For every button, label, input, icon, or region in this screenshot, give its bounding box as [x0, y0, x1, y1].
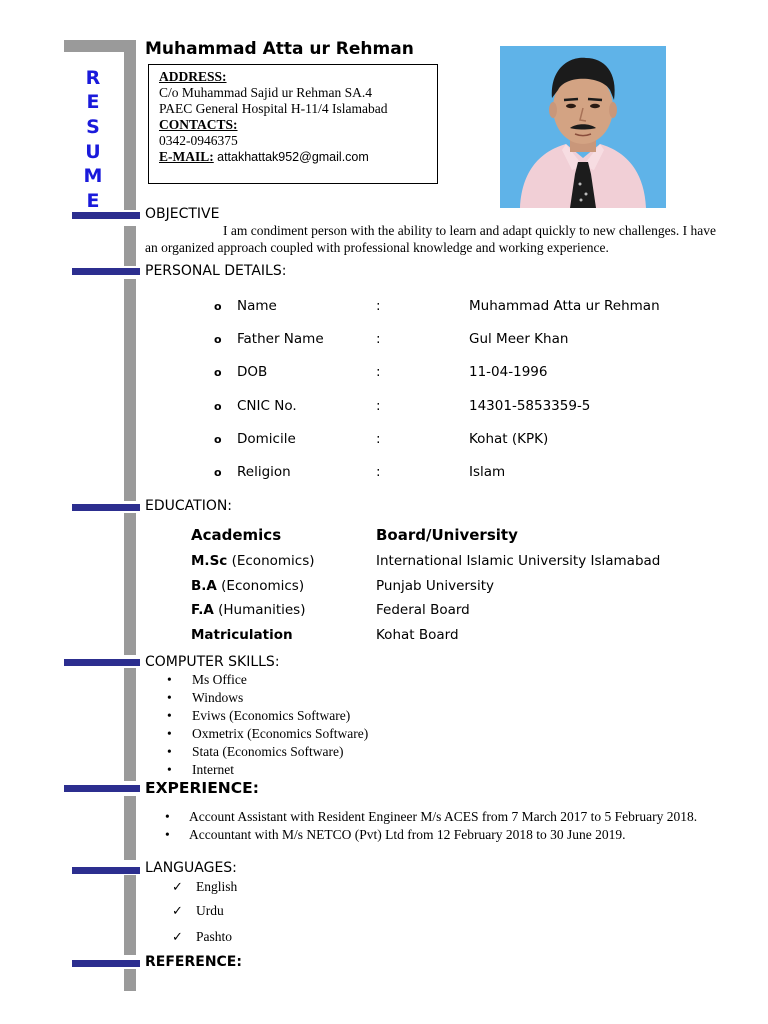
experience-text: Account Assistant with Resident Engineer M/s ACES from 7 March 2017 to 5 February 2018. [189, 809, 698, 824]
detail-label: Religion [237, 464, 291, 480]
bullet-icon: o [214, 466, 222, 479]
degree-name: F.A [191, 602, 214, 618]
degree-name: Matriculation [191, 627, 293, 643]
list-item [167, 689, 368, 707]
email-address: attakhattak952@gmail.com [217, 150, 369, 164]
address-label: ADDRESS: [159, 69, 227, 84]
education-heading: EDUCATION: [145, 498, 233, 514]
detail-separator: : [376, 464, 381, 480]
skill-text: Stata (Economics Software) [192, 744, 344, 759]
detail-label: Domicile [237, 431, 296, 447]
bullet-icon: o [214, 433, 222, 446]
side-gray-bar [124, 513, 136, 655]
reference-heading: REFERENCE: [145, 954, 242, 970]
board-name: Federal Board [376, 602, 470, 618]
bullet-icon: o [214, 333, 222, 346]
resume-banner-letter: U [85, 141, 101, 163]
board-name: International Islamic University Islamabad [376, 553, 661, 569]
list-item [172, 929, 232, 945]
side-gray-bar [124, 40, 136, 210]
phone-number: 0342-0946375 [159, 133, 238, 148]
detail-separator: : [376, 298, 381, 314]
resume-banner-letter: R [85, 67, 101, 89]
section-marker-bar [72, 268, 140, 275]
list-item [167, 671, 368, 689]
languages-heading: LANGUAGES: [145, 860, 237, 876]
detail-label: DOB [237, 364, 268, 380]
education-row [191, 627, 459, 643]
bullet-icon: • [167, 690, 172, 705]
resume-banner-letter: S [86, 116, 100, 138]
language-text: Urdu [196, 903, 224, 918]
profile-photo [500, 46, 666, 208]
detail-separator: : [376, 431, 381, 447]
detail-value: 11-04-1996 [469, 364, 548, 380]
side-gray-bar [124, 796, 136, 860]
resume-banner-letter: M [83, 165, 103, 187]
list-item [167, 743, 368, 761]
list-item [172, 879, 237, 895]
side-gray-bar [124, 969, 136, 991]
education-row [191, 602, 470, 618]
personal-details-heading: PERSONAL DETAILS: [145, 263, 287, 279]
bullet-icon: • [167, 672, 172, 687]
list-item [167, 707, 368, 725]
skill-text: Windows [192, 690, 244, 705]
detail-value: Kohat (KPK) [469, 431, 549, 447]
checkmark-icon: ✓ [172, 930, 183, 945]
side-gray-bar [124, 875, 136, 955]
detail-separator: : [376, 398, 381, 414]
bullet-icon: • [167, 708, 172, 723]
computer-skills-heading: COMPUTER SKILLS: [145, 654, 280, 670]
side-gray-bar [124, 668, 136, 781]
skill-text: Ms Office [192, 672, 247, 687]
bullet-icon: o [214, 400, 222, 413]
contacts-label: CONTACTS: [159, 117, 238, 132]
list-item [167, 725, 368, 743]
list-item [167, 761, 368, 779]
detail-separator: : [376, 364, 381, 380]
skill-text: Eviws (Economics Software) [192, 708, 351, 723]
education-column-board: Board/University [376, 526, 518, 544]
address-line: PAEC General Hospital H-11/4 Islamabad [159, 101, 388, 116]
resume-banner-letter: E [86, 91, 100, 113]
detail-value: Islam [469, 464, 506, 480]
detail-label: Father Name [237, 331, 324, 347]
computer-skills-list [167, 671, 368, 779]
objective-heading: OBJECTIVE [145, 206, 220, 222]
section-marker-bar [72, 504, 140, 511]
board-name: Punjab University [376, 578, 494, 594]
section-marker-bar [64, 659, 140, 666]
detail-value: 14301-5853359-5 [469, 398, 591, 414]
address-line: C/o Muhammad Sajid ur Rehman SA.4 [159, 85, 372, 100]
education-row [191, 578, 494, 594]
objective-paragraph: I am condiment person with the ability to learn and adapt quickly to new challenges. I have an organized approach coupled with professional knowledge and working experience. [145, 223, 716, 255]
degree-field: (Humanities) [213, 602, 306, 618]
skill-text: Oxmetrix (Economics Software) [192, 726, 369, 741]
resume-banner-letter: E [86, 190, 100, 212]
resume-name-title: Muhammad Atta ur Rehman [145, 39, 414, 59]
list-item [165, 826, 725, 843]
degree-name: B.A [191, 578, 217, 594]
checkmark-icon: ✓ [172, 904, 183, 919]
board-name: Kohat Board [376, 627, 459, 643]
degree-field: (Economics) [216, 578, 305, 594]
side-gray-bar [124, 226, 136, 266]
list-item [172, 903, 224, 919]
bullet-icon: • [165, 827, 170, 842]
degree-name: M.Sc [191, 553, 228, 569]
degree-field: (Economics) [227, 553, 315, 569]
side-gray-bar [124, 279, 136, 501]
objective-text [145, 222, 725, 256]
education-row [191, 553, 661, 569]
section-marker-bar [72, 960, 140, 967]
checkmark-icon: ✓ [172, 880, 183, 895]
bullet-icon: o [214, 300, 222, 313]
skill-text: Internet [192, 762, 234, 777]
detail-label: Name [237, 298, 277, 314]
language-text: English [196, 879, 238, 894]
section-marker-bar [72, 867, 140, 874]
list-item [165, 808, 725, 825]
detail-value: Muhammad Atta ur Rehman [469, 298, 660, 314]
bullet-icon: o [214, 366, 222, 379]
bullet-icon: • [167, 744, 172, 759]
detail-value: Gul Meer Khan [469, 331, 569, 347]
bullet-icon: • [167, 726, 172, 741]
detail-label: CNIC No. [237, 398, 297, 414]
bullet-icon: • [167, 762, 172, 777]
experience-text: Accountant with M/s NETCO (Pvt) Ltd from 12 February 2018 to 30 June 2019. [189, 827, 626, 842]
bullet-icon: • [165, 809, 170, 824]
language-text: Pashto [196, 929, 233, 944]
education-column-academics: Academics [191, 526, 282, 544]
section-marker-bar [64, 785, 140, 792]
detail-separator: : [376, 331, 381, 347]
experience-list [165, 808, 725, 844]
address-box [148, 64, 438, 184]
experience-heading: EXPERIENCE: [145, 779, 259, 797]
section-marker-bar [72, 212, 140, 219]
email-label: E-MAIL: [159, 149, 214, 164]
